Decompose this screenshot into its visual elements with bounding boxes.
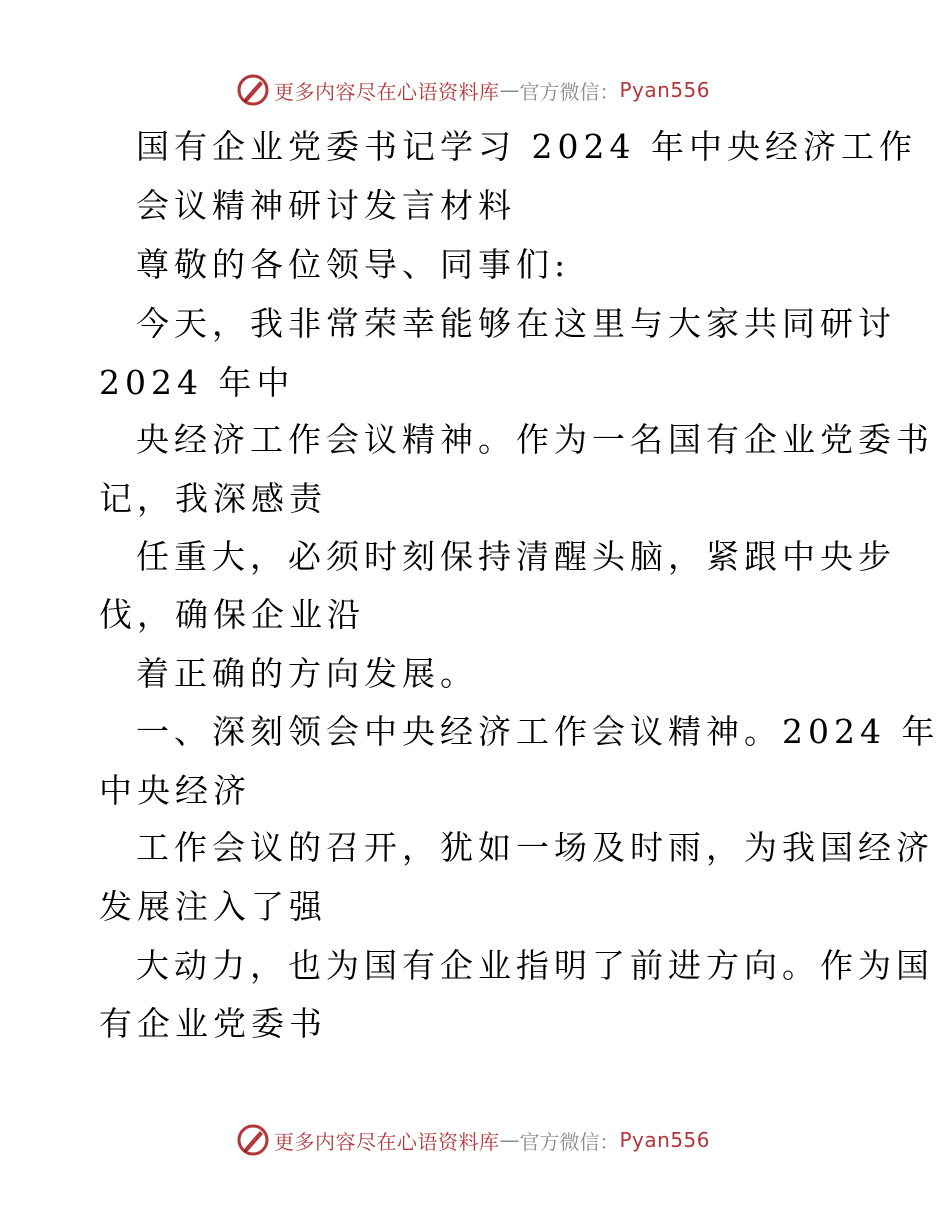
watermark-contact-text: 官方微信： [519,1129,620,1154]
pen-circle-logo-icon [236,73,270,107]
document-title-line-2: 会议精神研讨发言材料 [136,186,516,225]
paragraph-line: 记，我深感责 [99,479,327,518]
paragraph-line: 今天，我非常荣幸能够在这里与大家共同研讨 [136,304,896,343]
watermark-brand-text: 更多内容尽在心语资料库 [274,79,500,104]
paragraph-line: 有企业党委书 [99,1004,327,1043]
section-heading-line: 一、深刻领会中央经济工作会议精神。2024 年 [136,712,940,751]
paragraph-line: 伐，确保企业沿 [99,595,365,634]
watermark-contact-id: Pyan556 [619,78,711,102]
document-title-line-1: 国有企业党委书记学习 2024 年中央经济工作 [136,127,917,166]
paragraph-line: 任重大，必须时刻保持清醒头脑，紧跟中央步 [136,537,896,576]
section-heading-line: 中央经济 [99,771,251,810]
paragraph-line: 工作会议的召开，犹如一场及时雨，为我国经济 [136,828,934,867]
paragraph-line: 发展注入了强 [99,887,327,926]
footer-watermark [236,1122,710,1158]
paragraph-line: 2024 年中 [99,363,295,402]
watermark-separator: — [499,78,520,102]
watermark-separator: — [499,1128,520,1152]
paragraph-line: 央经济工作会议精神。作为一名国有企业党委书 [136,420,934,459]
pen-circle-logo-icon [236,1123,270,1157]
watermark-contact-id: Pyan556 [619,1128,711,1152]
paragraph-line: 着正确的方向发展。 [136,654,478,693]
salutation: 尊敬的各位领导、同事们: [136,245,571,284]
watermark-brand-text: 更多内容尽在心语资料库 [274,1129,500,1154]
header-watermark [236,72,710,108]
paragraph-line: 大动力，也为国有企业指明了前进方向。作为国 [136,946,934,985]
watermark-contact-text: 官方微信： [519,79,620,104]
